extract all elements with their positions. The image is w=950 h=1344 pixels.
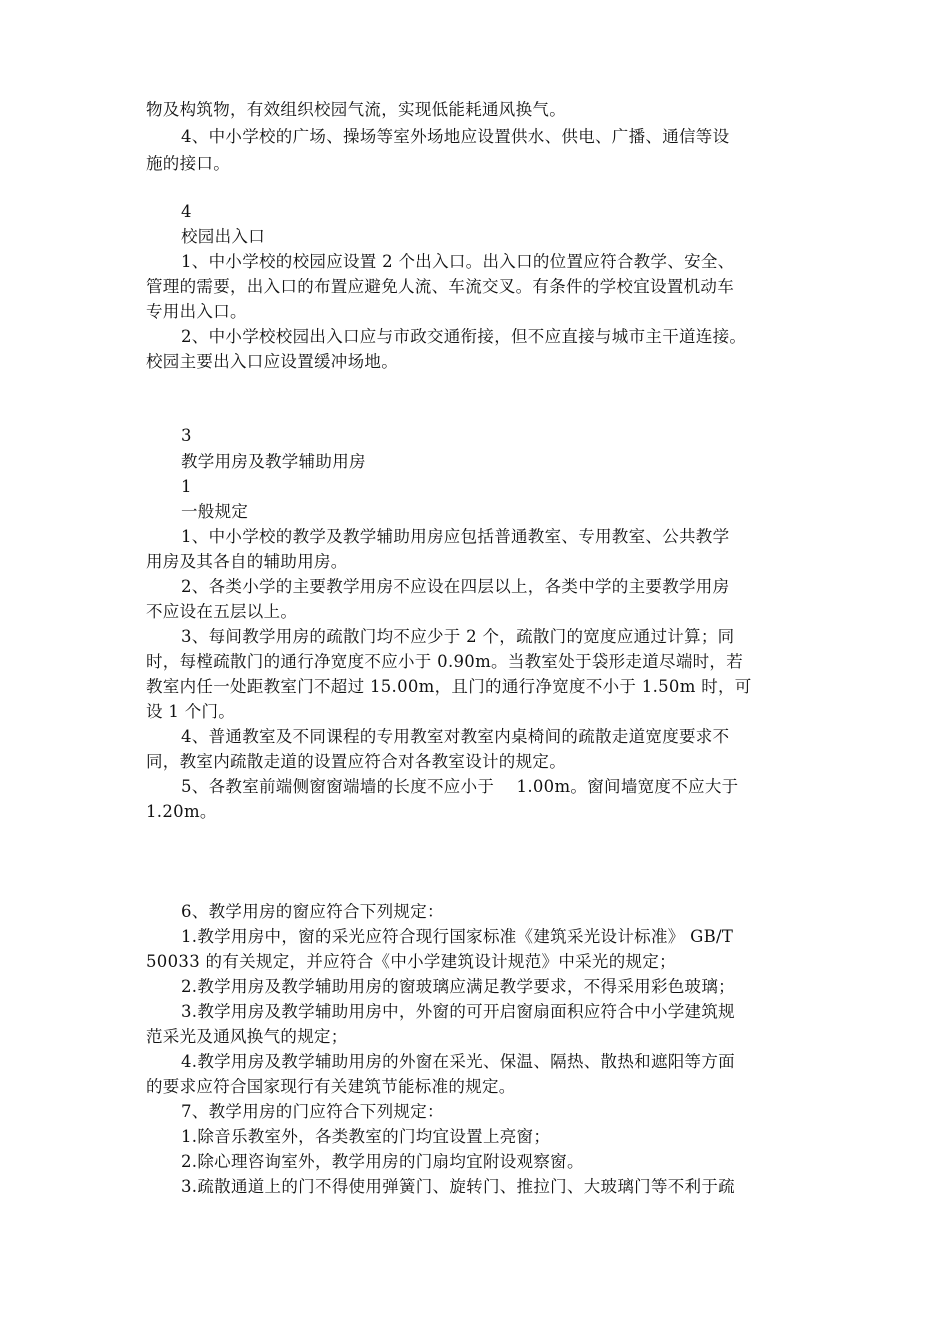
text-line: 4.教学用房及教学辅助用房的外窗在采光、保温、隔热、散热和遮阳等方面 (181, 1052, 735, 1071)
text-line: 物及构筑物，有效组织校园气流，实现低能耗通风换气。 (146, 100, 566, 119)
text-line: 4、普通教室及不同课程的专用教室对教室内桌椅间的疏散走道宽度要求不 (181, 727, 730, 746)
text-line: 2.除心理咨询室外，教学用房的门扇均宜附设观察窗。 (181, 1152, 584, 1171)
text-line: 7、教学用房的门应符合下列规定： (181, 1102, 444, 1121)
text-line: 2、各类小学的主要教学用房不应设在四层以上，各类中学的主要教学用房 (181, 577, 730, 596)
text-line: 5、各教室前端侧窗窗端墙的长度不应小于 1.00m。窗间墙宽度不应大于 (181, 777, 739, 796)
text-line: 1.20m。 (146, 802, 217, 821)
text-line: 用房及其各自的辅助用房。 (146, 552, 348, 571)
text-line: 50033 的有关规定，并应符合《中小学建筑设计规范》中采光的规定； (146, 952, 676, 971)
text-line: 施的接口。 (146, 154, 230, 173)
text-line: 1、中小学校的教学及教学辅助用房应包括普通教室、专用教室、公共教学 (181, 527, 730, 546)
text-line: 2.教学用房及教学辅助用房的窗玻璃应满足教学要求，不得采用彩色玻璃； (181, 977, 735, 996)
text-line: 时，每樘疏散门的通行净宽度不应小于 0.90m。当教室处于袋形走道尽端时，若 (146, 652, 744, 671)
text-line: 2、中小学校校园出入口应与市政交通衔接，但不应直接与城市主干道连接。 (181, 327, 747, 346)
text-line: 设 1 个门。 (146, 702, 236, 721)
subsection-heading: 一般规定 (181, 502, 249, 521)
text-line: 1、中小学校的校园应设置 2 个出入口。出入口的位置应符合教学、安全、 (181, 252, 735, 271)
text-line: 校园主要出入口应设置缓冲场地。 (146, 352, 398, 371)
text-line: 范采光及通风换气的规定； (146, 1027, 348, 1046)
text-line: 专用出入口。 (146, 302, 247, 321)
section-number: 3 (181, 426, 192, 445)
text-line: 1.教学用房中，窗的采光应符合现行国家标准《建筑采光设计标准》 GB/T (181, 927, 734, 946)
text-line: 管理的需要，出入口的布置应避免人流、车流交叉。有条件的学校宜设置机动车 (146, 277, 734, 296)
text-line: 1.除音乐教室外，各类教室的门均宜设置上亮窗； (181, 1127, 551, 1146)
text-line: 3.疏散通道上的门不得使用弹簧门、旋转门、推拉门、大玻璃门等不利于疏 (181, 1177, 735, 1196)
section-heading: 教学用房及教学辅助用房 (181, 452, 366, 471)
text-line: 不应设在五层以上。 (146, 602, 298, 621)
subsection-number: 1 (181, 477, 192, 496)
text-line: 6、教学用房的窗应符合下列规定： (181, 902, 444, 921)
section-number: 4 (181, 202, 192, 221)
section-heading: 校园出入口 (181, 227, 265, 246)
text-line: 教室内任一处距教室门不超过 15.00m，且门的通行净宽度不小于 1.50m 时，可 (146, 677, 752, 696)
text-line: 3.教学用房及教学辅助用房中，外窗的可开启窗扇面积应符合中小学建筑规 (181, 1002, 735, 1021)
text-line: 同，教室内疏散走道的设置应符合对各教室设计的规定。 (146, 752, 566, 771)
text-line: 的要求应符合国家现行有关建筑节能标准的规定。 (146, 1077, 516, 1096)
text-line: 3、每间教学用房的疏散门均不应少于 2 个，疏散门的宽度应通过计算；同 (181, 627, 735, 646)
text-line: 4、中小学校的广场、操场等室外场地应设置供水、供电、广播、通信等设 (181, 127, 730, 146)
